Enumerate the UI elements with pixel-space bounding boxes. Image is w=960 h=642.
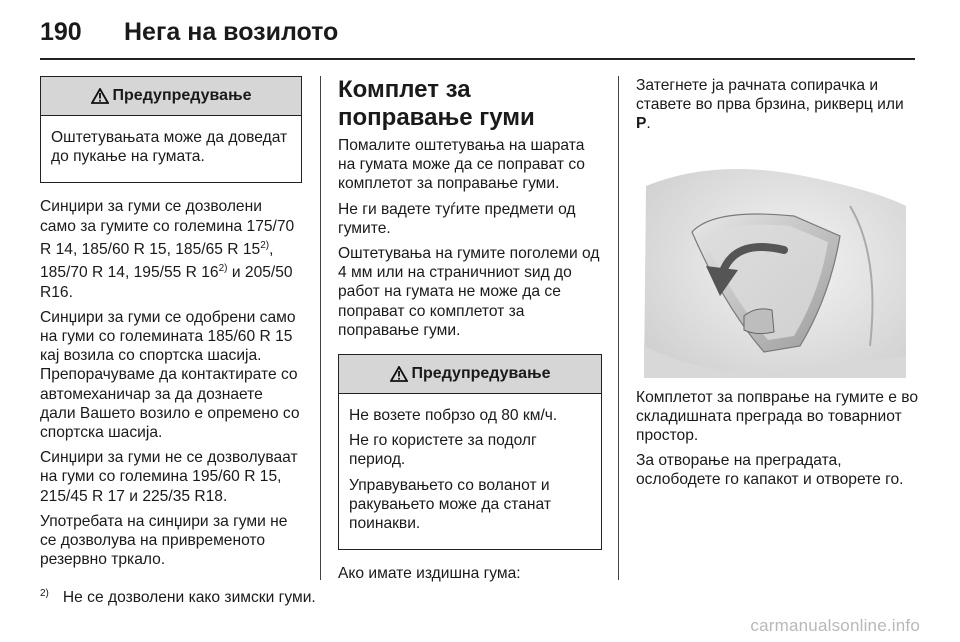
warning-title: Предупредување: [112, 87, 252, 105]
page-title: Нега на возилото: [124, 18, 339, 46]
warning-body: [41, 116, 301, 182]
cargo-compartment-image: [644, 146, 906, 378]
paragraph-spare-wheel: Употребата на синџири за гуми не се дозволува на привременото резервно тркало.: [40, 512, 288, 569]
warning-title: Предупредување: [411, 365, 551, 383]
warning-line: Не возете побрзо од 80 км/ч.: [349, 407, 558, 425]
paragraph-foreign-objects: Не ги вадете туѓите предмети од гумите.: [338, 200, 576, 237]
column-divider: [618, 76, 619, 580]
paragraph-flat-tyre: Ако имате издишна гума:: [338, 565, 521, 583]
footnote-marker: 2): [40, 588, 49, 599]
column-divider: [320, 76, 321, 580]
footnote-ref: 2): [218, 263, 228, 275]
warning-box: [40, 76, 302, 183]
warning-line: Управувањето со воланот и ракувањето може да станат поинакви.: [349, 476, 551, 533]
footnote: [40, 588, 316, 607]
footnote-ref: 2): [260, 239, 270, 251]
paragraph-open-compartment: За отворање на преградата, ослободете го капакот и отворете го.: [636, 452, 904, 489]
warning-line: Не го користете за подолг период.: [349, 432, 537, 469]
paragraph-kit-location: Комплетот за попврање на гумите е во складишната преграда во товарниот простор.: [636, 388, 919, 445]
column-2: [338, 76, 602, 589]
section-title: Комплет за поправање гуми: [338, 76, 535, 131]
paragraph-sport-chassis: Синџири за гуми се одобрени само на гуми со големината 185/60 R 15 кај возила со спортска шасија. Препорачуваме да контактирате со автомеханичар за да дознаете дали Вашето возило е опремено со спортска шасија.: [40, 308, 300, 442]
header-rule: [40, 58, 915, 60]
warning-header: [339, 355, 601, 394]
warning-triangle-icon: [390, 366, 408, 382]
storage-compartment-illustration: [644, 146, 906, 378]
page-header: [40, 18, 920, 58]
warning-box: [338, 354, 602, 550]
paragraph-repair-kit: Помалите оштетувања на шарата на гумата може да се поправат со комплетот за поправање гуми.: [338, 137, 585, 193]
paragraph-handbrake: Затегнете ја рачната сопирачка и ставете во прва брзина, рикверц или P.: [636, 77, 904, 133]
warning-triangle-icon: [91, 88, 109, 104]
paragraph-damage-limits: Оштетувања на гумите поголеми од 4 мм или на страничниот sид до работ на гумата не може да се поправат со комплетот за поправање гуми.: [338, 245, 600, 339]
column-3: [636, 76, 920, 496]
footnote-text: Не се дозволени како зимски гуми.: [62, 589, 316, 607]
warning-body: [339, 394, 601, 549]
paragraph-chains-allowed: Синџири за гуми се дозволени само за гумите со големина 175/70 R 14, 185/60 R 15, 185/65 R 15$^{2)}$, 185/70 R 14, 195/55 R 16$^{2)}$ и 205/50 R16.: [40, 198, 295, 301]
paragraph-chains-not-allowed: Синџири за гуми не се дозволуваат на гуми со големина 195/60 R 15, 215/45 R 17 и 225/35 R18.: [40, 449, 298, 505]
page-number: 190: [40, 18, 82, 46]
warning-text: Оштетувањата може да доведат до пукање на гумата.: [51, 129, 288, 166]
watermark: carmanualsonline.info: [750, 616, 920, 635]
warning-header: [41, 77, 301, 116]
column-1: [40, 76, 302, 575]
